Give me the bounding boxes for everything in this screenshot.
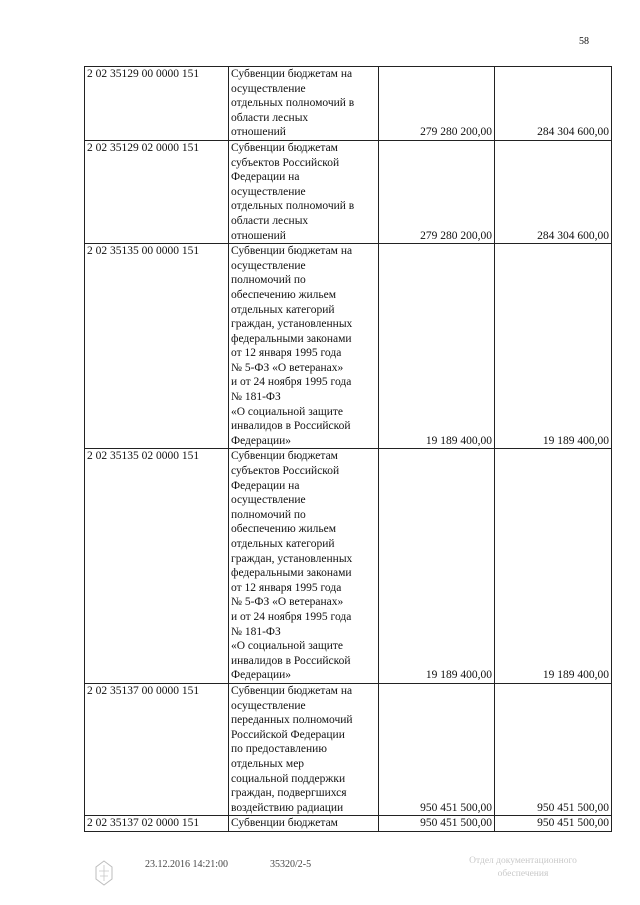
stamp-line: Отдел документационного <box>469 856 577 866</box>
income-name-line: федеральными законами <box>231 567 352 580</box>
income-name-cell <box>229 449 379 684</box>
amount-2019-cell: 284 304 600,00 <box>495 140 612 243</box>
department-stamp <box>448 855 598 881</box>
income-name-line: № 5-ФЗ «О ветеранах» <box>231 596 344 609</box>
amount-2019-cell: 284 304 600,00 <box>495 67 612 141</box>
income-name-cell <box>229 244 379 449</box>
income-name-line: отдельных мер <box>231 757 305 770</box>
income-name-line: осуществление <box>231 494 306 507</box>
income-name-line: Субвенции бюджетам на <box>231 245 353 258</box>
income-name-line: № 181-ФЗ <box>231 625 281 638</box>
table-row <box>85 449 612 684</box>
income-name-line: отдельных категорий <box>231 538 335 550</box>
amount-2018-cell: 19 189 400,00 <box>379 449 495 684</box>
income-name-line: осуществление <box>231 185 306 198</box>
income-name-line: субъектов Российской <box>231 156 340 169</box>
income-name-line: области лесных <box>231 111 309 124</box>
budget-code-cell: 2 02 35129 00 0000 151 <box>85 67 229 141</box>
table-row <box>85 816 612 832</box>
table-row <box>85 67 612 141</box>
income-name-line: Субвенции бюджетам на <box>231 684 353 697</box>
footer <box>0 849 640 899</box>
income-name-line: по предоставлению <box>231 743 327 756</box>
income-name-line: от 12 января 1995 года <box>231 581 342 594</box>
income-name-line: Субвенции бюджетам <box>231 450 338 463</box>
income-name-line: Федерации» <box>231 434 292 447</box>
income-name-cell <box>229 140 379 243</box>
income-name-line: осуществление <box>231 82 306 95</box>
amount-2019-cell: 19 189 400,00 <box>495 449 612 684</box>
income-name-line: обеспечению жильем <box>231 288 337 301</box>
footer-datetime: 23.12.2016 14:21:00 <box>145 859 229 870</box>
income-name-line: отношений <box>231 229 286 242</box>
page-number: 58 <box>579 36 589 47</box>
income-name-line: № 5-ФЗ «О ветеранах» <box>231 361 344 374</box>
income-name-line: социальной поддержки <box>231 772 346 785</box>
amount-2018-cell: 950 451 500,00 <box>379 816 495 832</box>
amount-2019-cell: 950 451 500,00 <box>495 816 612 832</box>
income-name-line: от 12 января 1995 года <box>231 347 342 360</box>
income-name-line: Федерации на <box>231 479 300 492</box>
income-name-line: отдельных полномочий в <box>231 200 355 213</box>
income-name-line: отдельных категорий <box>231 303 335 316</box>
income-name-line: № 181-ФЗ <box>231 391 281 404</box>
income-name-cell <box>229 67 379 141</box>
income-name-line: Субвенции бюджетам <box>231 141 338 154</box>
income-name-line: «О социальной защите <box>231 640 344 653</box>
income-name-line: «О социальной защите <box>231 405 344 418</box>
income-name-line: области лесных <box>231 214 309 227</box>
budget-code-cell: 2 02 35135 02 0000 151 <box>85 449 229 684</box>
income-name-line: федеральными законами <box>231 332 352 345</box>
income-name-line: полномочий по <box>231 274 306 287</box>
table-row <box>85 244 612 449</box>
income-name-line: полномочий по <box>231 508 306 521</box>
amount-2019-cell: 19 189 400,00 <box>495 244 612 449</box>
emblem-logo-icon <box>92 859 116 887</box>
budget-table-body <box>85 67 612 832</box>
footer-document-number: 35320/2-5 <box>270 859 312 870</box>
table-row <box>85 683 612 815</box>
income-name-line: Субвенции бюджетам на <box>231 68 353 80</box>
stamp-line: обеспечения <box>497 869 549 879</box>
income-name-line: граждан, установленных <box>231 552 353 565</box>
amount-2018-cell: 19 189 400,00 <box>379 244 495 449</box>
table-row <box>85 140 612 243</box>
budget-code-cell: 2 02 35129 02 0000 151 <box>85 140 229 243</box>
income-name-line: воздействию радиации <box>231 801 344 814</box>
income-name-line: Федерации» <box>231 669 292 682</box>
income-name-cell <box>229 683 379 815</box>
amount-2018-cell: 279 280 200,00 <box>379 140 495 243</box>
income-name-line: инвалидов в Российской <box>231 654 351 667</box>
income-name-line: осуществление <box>231 259 306 272</box>
income-name-line: Федерации на <box>231 171 300 184</box>
income-name-line: отдельных полномочий в <box>231 97 355 110</box>
budget-code-cell: 2 02 35137 02 0000 151 <box>85 816 229 832</box>
income-name-line: и от 24 ноября 1995 года <box>231 610 352 623</box>
income-name-cell <box>229 816 379 832</box>
budget-table <box>84 66 612 832</box>
income-name-line: отношений <box>231 126 286 139</box>
income-name-line: осуществление <box>231 699 306 712</box>
income-name-line: Субвенции бюджетам <box>231 817 338 830</box>
income-name-line: субъектов Российской <box>231 465 340 478</box>
income-name-line: инвалидов в Российской <box>231 420 351 433</box>
amount-2019-cell: 950 451 500,00 <box>495 683 612 815</box>
income-name-line: Российской Федерации <box>231 728 345 741</box>
income-name-line: граждан, установленных <box>231 318 353 331</box>
budget-code-cell: 2 02 35135 00 0000 151 <box>85 244 229 449</box>
amount-2018-cell: 279 280 200,00 <box>379 67 495 141</box>
income-name-line: переданных полномочий <box>231 714 353 727</box>
budget-code-cell: 2 02 35137 00 0000 151 <box>85 683 229 815</box>
income-name-line: и от 24 ноября 1995 года <box>231 376 352 389</box>
income-name-line: обеспечению жильем <box>231 523 337 536</box>
amount-2018-cell: 950 451 500,00 <box>379 683 495 815</box>
income-name-line: граждан, подвергшихся <box>231 787 347 800</box>
